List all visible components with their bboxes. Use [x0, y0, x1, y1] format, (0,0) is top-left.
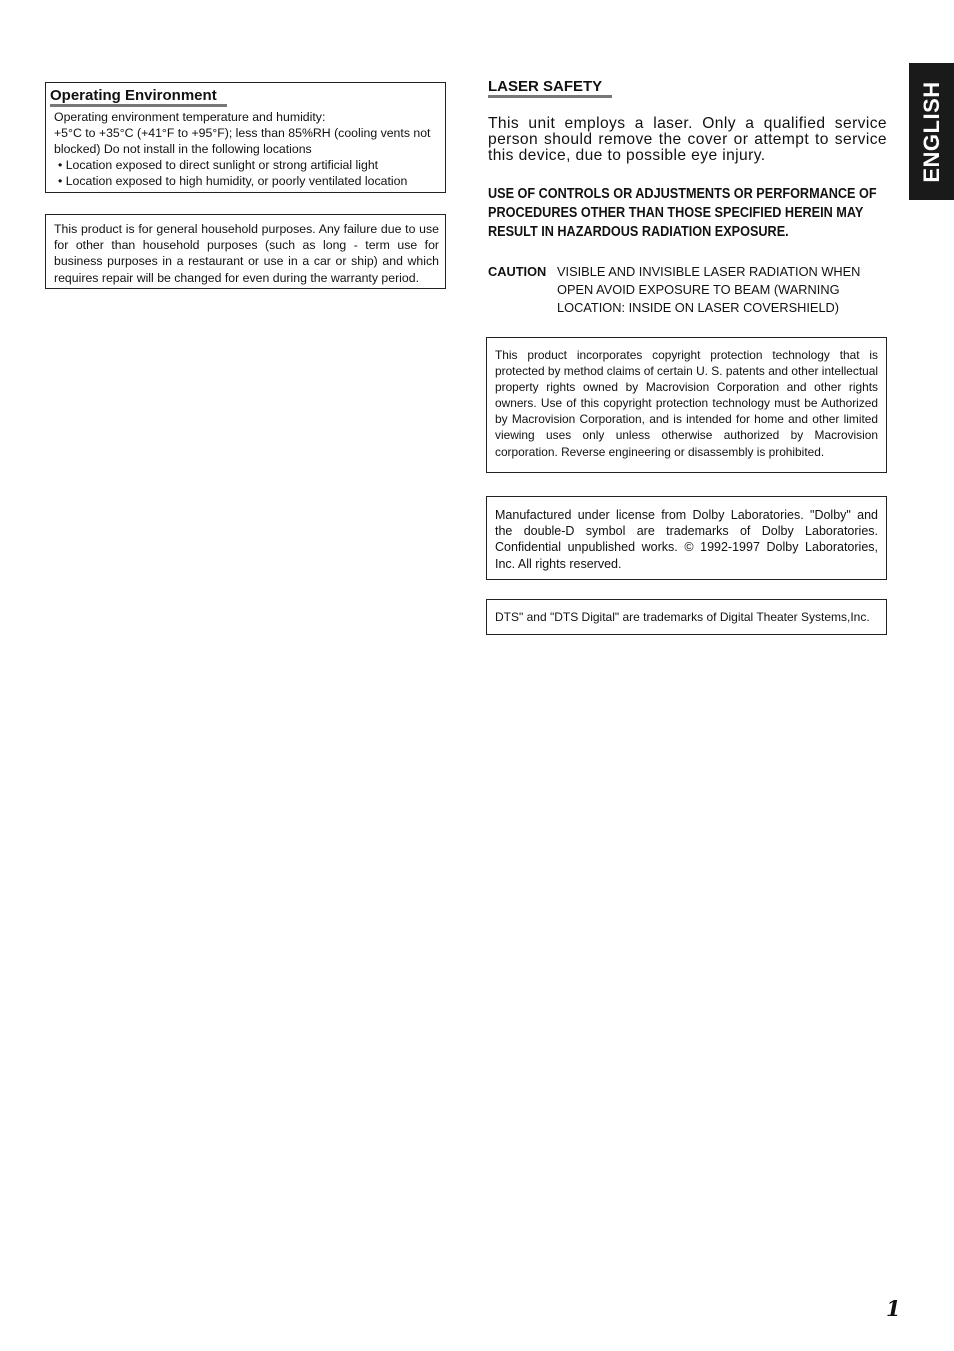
caution-label: CAUTION [488, 264, 547, 279]
operating-environment-line2: +5°C to +35°C (+41°F to +95°F); less than 85%RH (cooling vents not blocked) Do not install in the following locations [54, 126, 431, 156]
macrovision-notice: This product incorporates copyright protection technology that is protected by method claims of certain U. S. patents and other intellectual property rights owned by Macrovision Corporation and other rights owners. Use of this copyright protection technology must be Authorized by Macrovision Corporation, and is intended for home and other limited viewing uses only unless otherwise authorized by Macrovision corporation. Reverse engineering or disassembly is prohibited. [486, 337, 887, 473]
operating-environment-title: Operating Environment [50, 87, 227, 107]
operating-environment-bullet: • Location exposed to high humidity, or poorly ventilated location [58, 174, 408, 188]
language-tab-label: ENGLISH [918, 80, 944, 183]
household-notice: This product is for general household purposes. Any failure due to use for other than household purposes (such as long - term use for business purposes in a restaurant or use in a car or ship) and which requires repair will be changed for even during the warranty period. [45, 214, 446, 289]
dolby-notice: Manufactured under license from Dolby Laboratories. "Dolby" and the double-D symbol are trademarks of Dolby Laboratories. Confidential unpublished works. © 1992-1997 Dolby Laboratories, Inc. All rights reserved. [486, 496, 887, 580]
page-number: 1 [886, 1296, 901, 1321]
operating-environment-box [45, 82, 446, 193]
laser-safety-title: LASER SAFETY [488, 78, 612, 98]
operating-environment-line1: Operating environment temperature and humidity: [54, 110, 326, 124]
language-tab [909, 63, 954, 200]
operating-environment-bullet: • Location exposed to direct sunlight or strong artificial light [58, 158, 379, 172]
laser-safety-intro: This unit employs a laser. Only a qualified service person should remove the cover or attempt to service this device, due to possible eye injury. [488, 115, 887, 164]
dts-notice: DTS" and "DTS Digital" are trademarks of Digital Theater Systems,Inc. [486, 599, 887, 635]
operating-environment-body [54, 109, 441, 189]
caution-text: VISIBLE AND INVISIBLE LASER RADIATION WHEN OPEN AVOID EXPOSURE TO BEAM (WARNING LOCATION: INSIDE ON LASER COVERSHIELD) [557, 264, 861, 315]
laser-safety-warning: USE OF CONTROLS OR ADJUSTMENTS OR PERFORMANCE OF PROCEDURES OTHER THAN THOSE SPECIFIED HEREIN MAY RESULT IN HAZARDOUS RADIATION EXPOSURE. [488, 186, 877, 240]
